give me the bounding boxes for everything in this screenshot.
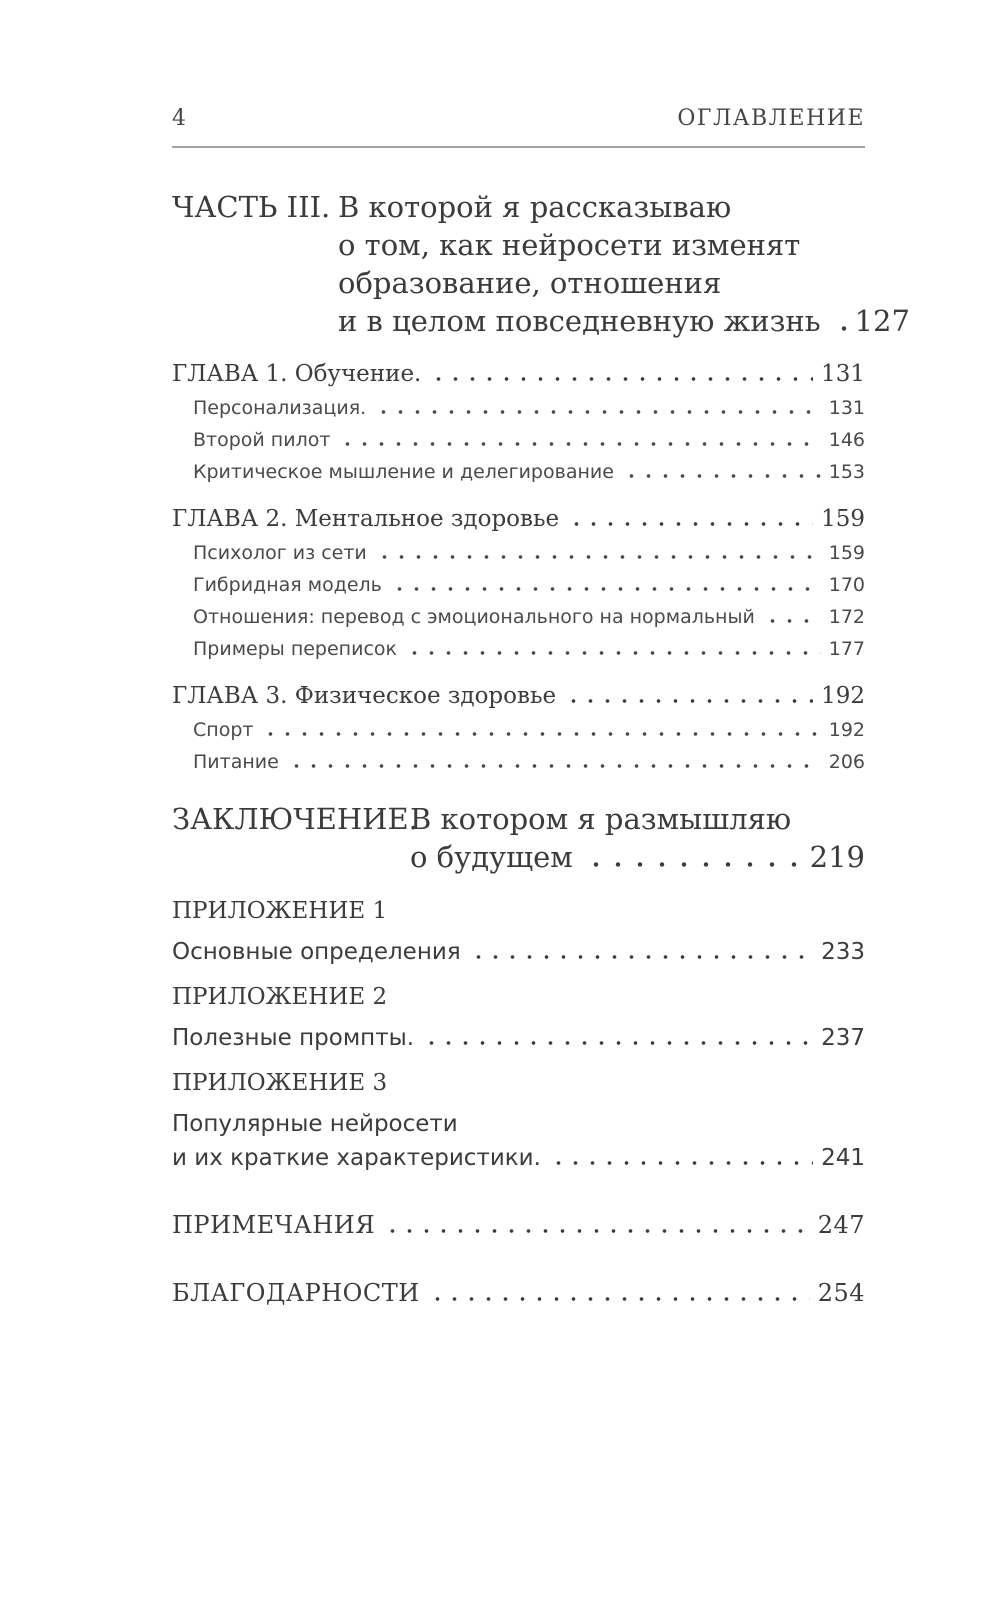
page-ref: 131 — [821, 361, 865, 387]
dot-leader — [339, 442, 820, 446]
part-title-line: о том, как нейросети изменят — [338, 228, 801, 262]
page-number: 4 — [172, 106, 186, 131]
toc-chapter-row — [172, 678, 865, 714]
part-label: ЧАСТЬ III. — [172, 190, 331, 224]
page-ref: 219 — [809, 840, 865, 874]
appendix-heading: ПРИЛОЖЕНИЕ 3 — [172, 1070, 388, 1096]
running-head: ОГЛАВЛЕНИЕ — [677, 106, 865, 131]
dot-leader — [568, 522, 813, 526]
dot-leader — [623, 474, 821, 478]
dot-leader — [470, 955, 813, 959]
appendix-heading: ПРИЛОЖЕНИЕ 1 — [172, 898, 388, 924]
page-ref: 233 — [821, 939, 865, 965]
dot-leader — [391, 587, 821, 591]
dot-leader — [550, 1161, 813, 1165]
dot-leader — [764, 619, 821, 623]
appendix-title: и их краткие характеристики. — [172, 1145, 541, 1171]
page-ref: 172 — [828, 606, 865, 628]
dot-leader — [833, 326, 847, 331]
toc-subitem-row — [172, 746, 865, 778]
acknowledgements-title: БЛАГОДАРНОСТИ — [172, 1279, 420, 1307]
page-ref: 237 — [821, 1025, 865, 1051]
dot-leader — [376, 555, 821, 559]
toc-appendix-row — [172, 936, 865, 968]
dot-leader — [585, 862, 802, 867]
appendix-title: Основные определения — [172, 939, 461, 965]
toc-subitem-row — [172, 601, 865, 633]
toc-conclusion-entry — [172, 800, 865, 876]
page-ref: 127 — [854, 304, 910, 338]
dot-leader — [262, 732, 820, 736]
dot-leader — [375, 410, 821, 414]
toc-chapter-row — [172, 501, 865, 537]
appendix-heading: ПРИЛОЖЕНИЕ 2 — [172, 984, 388, 1010]
subitem-title: Психолог из сети — [193, 542, 367, 564]
page-ref: 192 — [828, 719, 865, 741]
conclusion-title-last-line — [410, 838, 865, 876]
toc-appendices — [172, 896, 865, 1174]
toc-chapter-group — [172, 678, 865, 778]
page-ref: 241 — [821, 1145, 865, 1171]
page-ref: 131 — [828, 397, 865, 419]
toc-chapter-group — [172, 501, 865, 665]
toc-part-entry — [172, 188, 910, 340]
toc-subitem-row — [172, 714, 865, 746]
toc-chapter-row — [172, 356, 865, 392]
part-title-line: образование, отношения — [338, 266, 722, 300]
subitem-title: Примеры переписок — [193, 638, 397, 660]
toc-appendix-row — [172, 1142, 865, 1174]
conclusion-label: ЗАКЛЮЧЕНИЕ. — [172, 802, 418, 836]
subitem-title: Критическое мышление и делегирование — [193, 461, 614, 483]
toc-appendix-row — [172, 1022, 865, 1054]
part-title-line: В которой я рассказываю — [338, 190, 732, 224]
part-title-last-line — [338, 302, 910, 340]
toc-subitem-row — [172, 633, 865, 665]
page-ref: 170 — [828, 574, 865, 596]
conclusion-title-line: В котором я размышляю — [410, 802, 792, 836]
header-rule — [172, 146, 865, 148]
notes-title: ПРИМЕЧАНИЯ — [172, 1211, 376, 1239]
toc-subitem-row — [172, 456, 865, 488]
subitem-title: Отношения: перевод с эмоционального на нормальный — [193, 606, 755, 628]
page-ref: 146 — [828, 429, 865, 451]
toc-subitem-row — [172, 569, 865, 601]
page-header — [172, 0, 865, 134]
dot-leader — [288, 764, 821, 768]
toc-chapter-group — [172, 356, 865, 488]
toc-subitem-row — [172, 424, 865, 456]
page-ref: 192 — [821, 683, 865, 709]
part-title-text: и в целом повседневную жизнь — [338, 304, 821, 338]
page-ref: 159 — [821, 506, 865, 532]
subitem-title: Питание — [193, 751, 279, 773]
page-ref: 247 — [817, 1211, 865, 1239]
subitem-title: Гибридная модель — [193, 574, 382, 596]
chapter-title: ГЛАВА 2. Ментальное здоровье — [172, 506, 560, 532]
toc-acknowledgements-row — [172, 1276, 865, 1310]
page-ref: 206 — [828, 751, 865, 773]
subitem-title: Спорт — [193, 719, 254, 741]
dot-leader — [430, 377, 813, 381]
toc-subitem-row — [172, 392, 865, 424]
appendix-title: Полезные промпты. — [172, 1025, 415, 1051]
page-ref: 254 — [817, 1279, 865, 1307]
dot-leader — [429, 1297, 810, 1301]
dot-leader — [406, 651, 821, 655]
chapter-title: ГЛАВА 3. Физическое здоровье — [172, 683, 557, 709]
page-ref: 153 — [828, 461, 865, 483]
dot-leader — [565, 699, 813, 703]
page-ref: 177 — [828, 638, 865, 660]
subitem-title: Персонализация. — [193, 397, 367, 419]
chapter-title: ГЛАВА 1. Обучение. — [172, 361, 422, 387]
page-ref: 159 — [828, 542, 865, 564]
toc-notes-row — [172, 1208, 865, 1242]
dot-leader — [423, 1041, 813, 1045]
conclusion-title-text: о будущем — [410, 840, 573, 874]
appendix-title-line: Популярные нейросети — [172, 1111, 458, 1137]
toc-subitem-row — [172, 537, 865, 569]
dot-leader — [384, 1229, 810, 1233]
subitem-title: Второй пилот — [193, 429, 331, 451]
